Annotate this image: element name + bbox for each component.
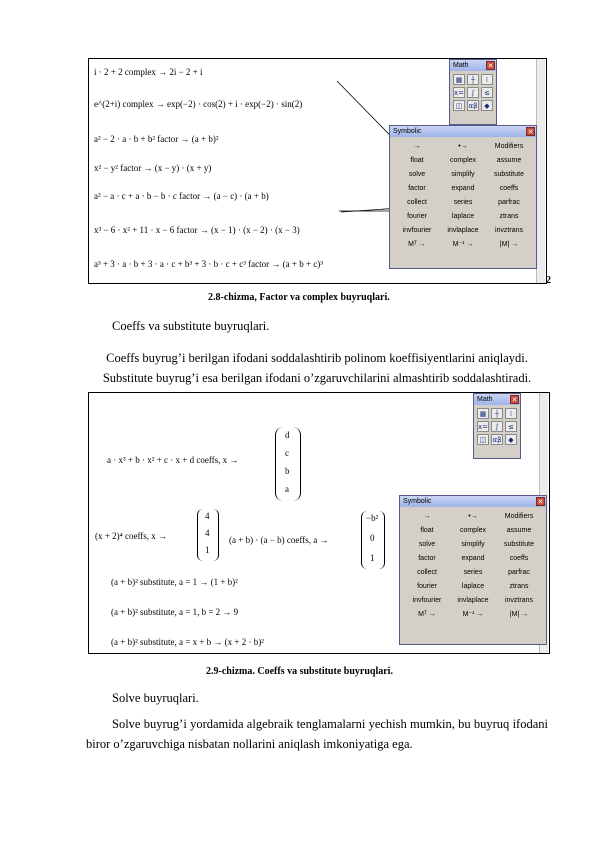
math2-line-4: (a + b)² substitute, a = 1 → (1 + b)² [111, 577, 238, 587]
vector3-entry: −b² [366, 513, 379, 523]
calculus-icon[interactable]: ∫ [491, 421, 503, 432]
math-line-7: a³ + 3 · a · b + 3 · a · c + b³ + 3 · b · c + c³ factor → (a + b + c)³ [94, 259, 323, 269]
symbolic-button[interactable]: series [463, 569, 483, 576]
symbolic-cap-icon[interactable]: ◆ [505, 434, 517, 445]
symbolic-button[interactable]: complex [449, 157, 477, 164]
symbolic-button[interactable]: laplace [451, 213, 475, 220]
calculator-icon[interactable]: ▦ [453, 74, 465, 85]
math-line-1: i · 2 + 2 complex → 2i − 2 + i [94, 67, 203, 77]
math2-line-1: a · x³ + b · x² + c · x + d coeffs, x → [107, 455, 239, 465]
vector1-entry: b [285, 466, 290, 476]
symbolic-button[interactable]: invlaplace [457, 597, 489, 604]
symbolic-button[interactable]: invztrans [494, 227, 523, 234]
equals-icon[interactable]: x= [454, 89, 465, 97]
vector2-entry: 1 [205, 545, 210, 555]
greek-icon[interactable]: αβ [492, 436, 502, 444]
matrix-icon[interactable]: ⁞ [481, 74, 493, 85]
boolean-icon[interactable]: ≤ [505, 421, 517, 432]
vector1-entry: d [285, 430, 290, 440]
figure-coeffs-substitute [88, 392, 550, 654]
page-number: 2 [546, 275, 551, 286]
math-title-text: Math [477, 396, 493, 403]
symbolic-title [390, 126, 536, 137]
math-toolbar-title [474, 394, 520, 405]
symbolic-button[interactable]: solve [418, 541, 436, 548]
symbolic-button[interactable]: factor [418, 555, 436, 562]
symbolic-button[interactable]: simplify [451, 171, 475, 178]
heading-coeffs-substitute: Coeffs va substitute buyruqlari. [112, 319, 270, 333]
math2-line-2: (x + 2)⁴ coeffs, x → [95, 531, 168, 541]
symbolic-button[interactable]: M⁻¹ → [462, 611, 484, 618]
symbolic-button[interactable]: M⁻¹ → [452, 241, 474, 248]
symbolic-button[interactable]: → [423, 513, 431, 520]
math-line-2: e^(2+i) complex → exp(−2) · cos(2) + i · exp(−2) · sin(2) [94, 99, 303, 109]
symbolic-button[interactable]: complex [459, 527, 487, 534]
symbolic-button[interactable]: expand [451, 185, 475, 192]
symbolic-button[interactable]: float [420, 527, 434, 534]
calculator-icon[interactable]: ▦ [477, 408, 489, 419]
math-toolbar-buttons [474, 405, 520, 448]
heading-solve: Solve buyruqlari. [112, 691, 199, 705]
symbolic-button[interactable]: ztrans [499, 213, 519, 220]
symbolic-button[interactable]: expand [461, 555, 485, 562]
result-vector-2 [197, 509, 219, 561]
symbolic-button[interactable]: coeffs [509, 555, 529, 562]
symbolic-button[interactable]: assume [506, 527, 532, 534]
symbolic-button[interactable]: float [410, 157, 424, 164]
math-line-4: x² − y² factor → (x − y) · (x + y) [94, 163, 212, 173]
figure-factor-complex [88, 58, 547, 284]
math-line-3: a² − 2 · a · b + b² factor → (a + b)² [94, 134, 219, 144]
symbolic-button[interactable]: assume [496, 157, 522, 164]
vector1-entry: a [285, 484, 289, 494]
symbolic-button[interactable]: |M| → [499, 241, 519, 248]
math2-line-3: (a + b) · (a − b) coeffs, a → [229, 535, 329, 545]
symbolic-button[interactable]: fourier [417, 583, 437, 590]
math-toolbar-window[interactable] [473, 393, 521, 459]
symbolic-button[interactable]: Modifiers [494, 143, 524, 150]
symbolic-button[interactable]: solve [408, 171, 426, 178]
paragraph-coeffs: Coeffs buyrug’i berilgan ifodani soddalashtirib polinom koeffisiyentlarini aniqlaydi. Substitute buyrug’i esa berilgan ifodani o’zgaruvchilarini almashtirib soddalashtiradi. [102, 351, 532, 385]
paragraph-solve: Solve buyrug’i yordamida algebraik tenglamalarni yechish mumkin, bu buyruq ifodani biror o’zgaruvchiga nisbatan nollarini aniqlash imkoniyatiga ega. [86, 717, 548, 751]
symbolic-button[interactable]: → [413, 143, 421, 150]
symbolic-window[interactable] [389, 125, 537, 269]
close-icon[interactable]: ✕ [527, 129, 534, 136]
symbolic-buttons [390, 137, 536, 255]
symbolic-window[interactable] [399, 495, 547, 645]
close-icon[interactable]: ✕ [511, 397, 518, 404]
figure2-caption: 2.9-chizma. Coeffs va substitute buyruqlari. [206, 666, 393, 677]
equals-icon[interactable]: x= [478, 423, 489, 431]
symbolic-button[interactable]: ztrans [509, 583, 529, 590]
math-line-6: x³ − 6 · x² + 11 · x − 6 factor → (x − 1) · (x − 2) · (x − 3) [94, 225, 300, 235]
symbolic-button[interactable]: substitute [494, 171, 524, 178]
math-line-5: a² − a · c + a · b − b · c factor → (a − c) · (a + b) [94, 191, 269, 201]
math-title-text: Math [453, 62, 469, 69]
symbolic-button[interactable]: Modifiers [504, 513, 534, 520]
matrix-icon[interactable]: ⁞ [505, 408, 517, 419]
math-toolbar-title [450, 60, 496, 71]
graph-icon[interactable]: ┼ [467, 74, 479, 85]
symbolic-button[interactable]: invztrans [504, 597, 533, 604]
symbolic-title-text: Symbolic [403, 498, 432, 505]
math2-line-5: (a + b)² substitute, a = 1, b = 2 → 9 [111, 607, 239, 617]
symbolic-cap-icon[interactable]: ◆ [481, 100, 493, 111]
result-vector-1 [275, 427, 301, 501]
vector3-entry: 0 [370, 533, 375, 543]
vector2-entry: 4 [205, 528, 210, 538]
close-icon[interactable]: ✕ [487, 63, 494, 70]
symbolic-button[interactable]: fourier [407, 213, 427, 220]
programming-icon[interactable]: ◫ [453, 100, 465, 111]
figure1-caption: 2.8-chizma, Factor va complex buyruqlari. [208, 292, 390, 303]
math-toolbar-buttons [450, 71, 496, 114]
programming-icon[interactable]: ◫ [477, 434, 489, 445]
symbolic-button[interactable]: substitute [504, 541, 534, 548]
symbolic-button[interactable]: invlaplace [447, 227, 479, 234]
symbolic-button[interactable]: •→ [458, 143, 468, 150]
symbolic-button[interactable]: simplify [461, 541, 485, 548]
boolean-icon[interactable]: ≤ [481, 87, 493, 98]
vector2-entry: 4 [205, 511, 210, 521]
symbolic-button[interactable]: collect [407, 199, 427, 206]
graph-icon[interactable]: ┼ [491, 408, 503, 419]
symbolic-button[interactable]: Mᵀ → [418, 611, 436, 618]
symbolic-button[interactable]: •→ [468, 513, 478, 520]
symbolic-button[interactable]: invfourier [412, 597, 442, 604]
calculus-icon[interactable]: ∫ [467, 87, 479, 98]
symbolic-button[interactable]: Mᵀ → [408, 241, 426, 248]
greek-icon[interactable]: αβ [468, 102, 478, 110]
vector3-entry: 1 [370, 553, 375, 563]
symbolic-button[interactable]: invfourier [402, 227, 432, 234]
symbolic-buttons [400, 507, 546, 625]
symbolic-button[interactable]: parfrac [508, 569, 530, 576]
math-toolbar-window[interactable] [449, 59, 497, 125]
close-icon[interactable]: ✕ [537, 499, 544, 506]
symbolic-button[interactable]: series [453, 199, 473, 206]
symbolic-button[interactable]: laplace [461, 583, 485, 590]
symbolic-button[interactable]: collect [417, 569, 437, 576]
math2-line-6: (a + b)² substitute, a = x + b → (x + 2 · b)² [111, 637, 264, 647]
result-vector-3 [361, 511, 385, 569]
symbolic-button[interactable]: factor [408, 185, 426, 192]
symbolic-button[interactable]: |M| → [509, 611, 529, 618]
vector1-entry: c [285, 448, 289, 458]
symbolic-title [400, 496, 546, 507]
symbolic-button[interactable]: parfrac [498, 199, 520, 206]
symbolic-title-text: Symbolic [393, 128, 422, 135]
scrollbar[interactable] [536, 59, 545, 283]
symbolic-button[interactable]: coeffs [499, 185, 519, 192]
